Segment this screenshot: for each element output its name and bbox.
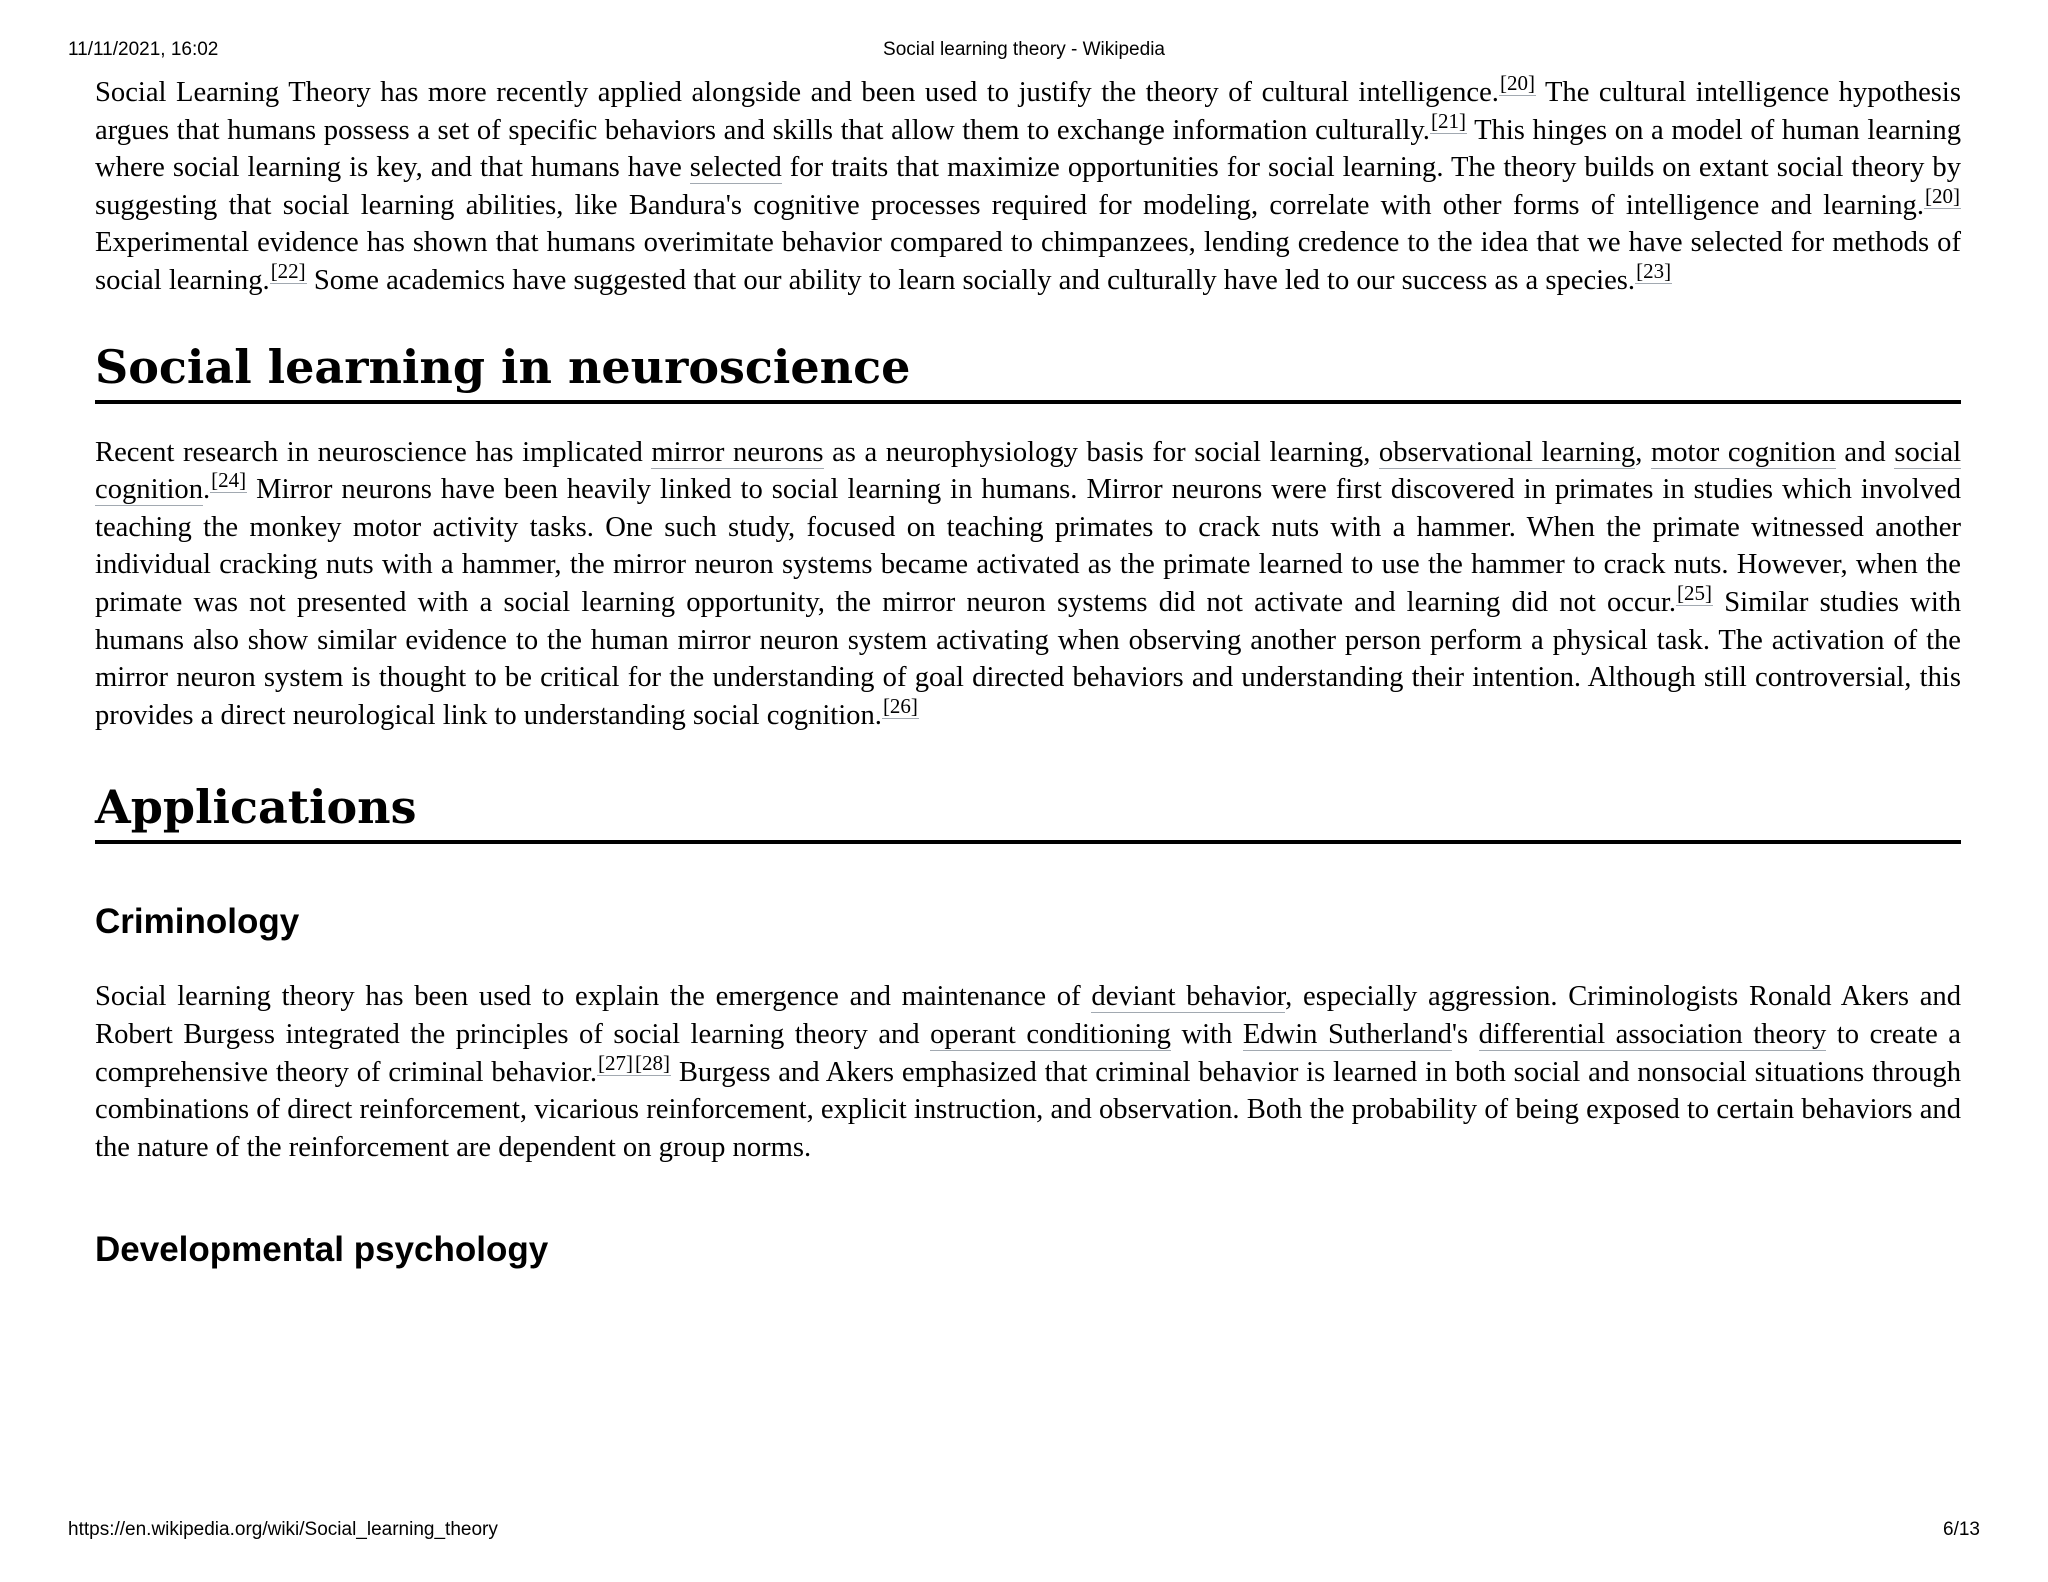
heading-criminology: Criminology [95,902,300,942]
page-number: 6/13 [1943,1519,1980,1540]
citation-21[interactable]: [21] [1430,108,1466,133]
text-run: as a neurophysiology basis for social learning, [823,436,1379,468]
link-mirror-neurons[interactable]: mirror neurons [651,436,824,468]
text-run: Social learning theory has been used to explain the emergence and maintenance of [95,981,1092,1013]
text-run: This hinges on a model of human learning where social learning is key, and that humans have [95,114,1961,184]
text-run: for traits that maximize opportunities for social learning. The theory builds on extant social theory by suggesting that social learning abilities, like Bandura's cognitive processes required for modeling, correlate with other forms of intelligence and learning. [95,152,1961,221]
link-social-cognition[interactable]: social cognition [95,436,1962,506]
link-operant-conditioning[interactable]: operant conditioning [930,1018,1171,1050]
text-run: . [203,474,211,506]
text-run: with [1170,1018,1243,1050]
text-run: Mirror neurons have been heavily linked to social learning in humans. Mirror neurons were first discovered in primates in studies which involved teaching the monkey motor activity tasks. One such study, focused on teaching primates to crack nuts with a hammer. When the primate witnessed another individual cracking nuts with a hammer, the mirror neuron systems became activated as the primate learned to use the hammer to crack nuts. However, when the primate was not presented with a social learning opportunity, the mirror neuron systems did not activate and learning did not occur. [95,474,1961,618]
paragraph-cultural-intelligence [95,71,1962,300]
citation-23[interactable]: [23] [1636,258,1672,283]
text-run: Similar studies with humans also show similar evidence to the human mirror neuron system activating when observing another person perform a physical task. The activation of the mirror neuron system is thought to be critical for the understanding of goal directed behaviors and understanding their intention. Although still controversial, this provides a direct neurological link to understanding social cognition. [95,586,1962,731]
article-content [95,71,1962,1270]
text-run: and [1835,436,1895,468]
print-footer [68,1518,1980,1542]
link-selected[interactable]: selected [689,152,782,184]
citation-25[interactable]: [25] [1677,580,1713,605]
link-differential-association-theory[interactable]: differential association theory [1478,1018,1827,1050]
print-datetime: 11/11/2021, 16:02 [68,39,219,60]
text-run: 's [1451,1018,1479,1050]
link-deviant-behavior[interactable]: deviant behavior [1091,981,1286,1013]
heading-social-learning-neuroscience: Social learning in neuroscience [95,340,1961,404]
paragraph-criminology [95,978,1961,1166]
citation-24[interactable]: [24] [211,468,247,493]
paragraph-neuroscience [95,434,1961,735]
print-header [68,38,1980,62]
text-run: Experimental evidence has shown that humans overimitate behavior compared to chimpanzees, lending credence to the idea that we have selected for methods of social learning. [95,227,1961,296]
link-edwin-sutherland[interactable]: Edwin Sutherland [1242,1018,1452,1050]
text-run: The cultural intelligence hypothesis argues that humans possess a set of specific behaviors and skills that allow them to exchange information culturally. [95,77,1962,146]
print-url: https://en.wikipedia.org/wiki/Social_learning_theory [68,1519,498,1540]
text-run: Recent research in neuroscience has implicated [95,436,652,468]
text-run: , [1635,436,1651,468]
heading-developmental-psychology: Developmental psychology [95,1230,549,1270]
text-run: Some academics have suggested that our ability to learn socially and culturally have led to our success as a species. [306,264,1636,296]
citation-27[interactable]: [27] [598,1050,634,1075]
link-motor-cognition[interactable]: motor cognition [1650,436,1836,468]
link-observational-learning[interactable]: observational learning [1378,436,1636,468]
text-run: Burgess and Akers emphasized that criminal behavior is learned in both social and nonsocial situations through combinations of direct reinforcement, vicarious reinforcement, explicit instruction, and observation. Both the probability of being exposed to certain behaviors and the nature of the reinforcement are dependent on group norms. [95,1056,1961,1163]
text-run: , especially aggression. Criminologists Ronald Akers and Robert Burgess integrated the principles of social learning theory and [95,981,1961,1050]
print-page-title: Social learning theory - Wikipedia [883,39,1165,60]
citation-28[interactable]: [28] [635,1050,671,1075]
citation-20[interactable]: [20] [1499,71,1535,95]
citation-22[interactable]: [22] [270,258,306,283]
citation-26[interactable]: [26] [882,693,918,718]
heading-applications: Applications [95,780,1961,844]
text-run: Social Learning Theory has more recently applied alongside and been used to justify the theory of cultural intelligence. [95,77,1499,108]
citation-20[interactable]: [20] [1925,183,1960,208]
text-run: to create a comprehensive theory of criminal behavior. [95,1018,1962,1088]
